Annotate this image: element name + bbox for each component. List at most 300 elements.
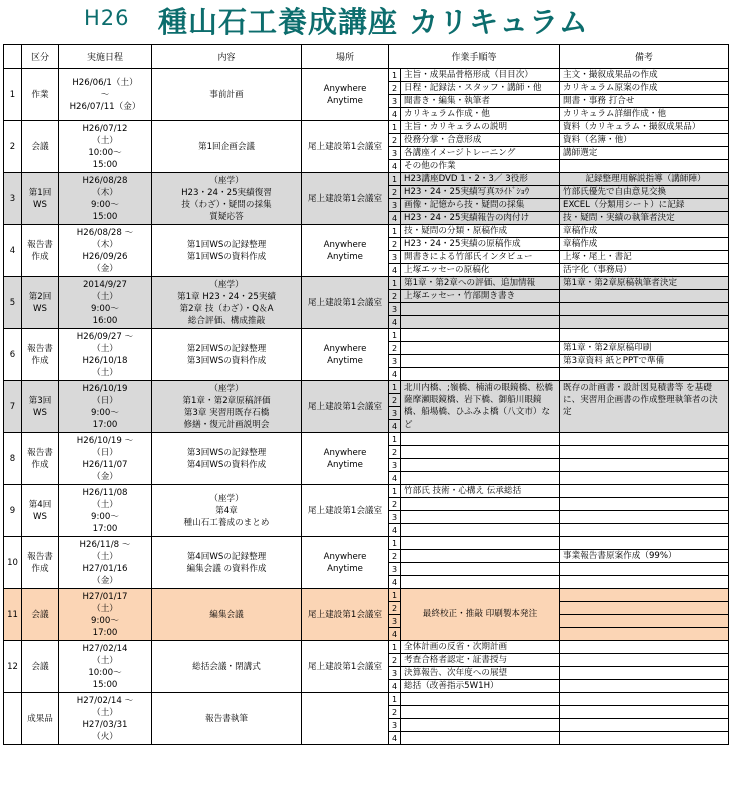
note-text: カリキュラム詳細作成・他 <box>560 108 729 121</box>
task-number: 1 <box>389 641 401 654</box>
row-number: 2 <box>4 121 22 173</box>
header-tasks: 作業手順等 <box>389 45 560 69</box>
cell-line: H26/07/11（金） <box>69 101 141 112</box>
note-text <box>560 628 729 641</box>
row-number: 11 <box>4 589 22 641</box>
task-text <box>401 433 560 446</box>
place-cell <box>302 381 389 433</box>
row-number: 3 <box>4 173 22 225</box>
cell-line: （金） <box>92 263 118 274</box>
table-row <box>4 69 729 82</box>
task-number: 3 <box>389 719 401 732</box>
task-text <box>401 303 560 316</box>
place-cell <box>302 121 389 173</box>
task-text: 考査合格者認定・証書授与 <box>401 654 560 667</box>
task-text: 開書きによる竹部氏インタビュー <box>401 251 560 264</box>
dates-cell <box>59 121 152 173</box>
table-row <box>4 329 729 342</box>
kubun-cell <box>22 589 59 641</box>
task-number: 4 <box>389 472 401 485</box>
cell-line: 会議 <box>31 661 49 672</box>
cell-line: 尾上建設第1会議室 <box>307 609 383 620</box>
cell-line: 17:00 <box>92 523 118 534</box>
note-text: 記録整理用解説指導（講師陣） <box>560 173 729 186</box>
cell-line: 2014/9/27 <box>82 279 128 290</box>
table-row <box>4 537 729 550</box>
task-number: 1 <box>389 693 401 706</box>
task-text: 竹部氏 技術・心構え 伝承総括 <box>401 485 560 498</box>
table-row <box>4 485 729 498</box>
cell-line: Anywhere <box>323 239 367 250</box>
task-number: 3 <box>389 563 401 576</box>
dates-cell <box>59 381 152 433</box>
cell-line: 報告書 <box>27 343 53 354</box>
row-number: 10 <box>4 537 22 589</box>
note-text <box>560 732 729 745</box>
place-cell <box>302 329 389 381</box>
task-number: 2 <box>389 342 401 355</box>
cell-line: Anywhere <box>323 447 367 458</box>
task-number: 2 <box>389 290 401 303</box>
task-text: 上塚エッセー・竹部開き書き <box>401 290 560 303</box>
note-text <box>560 563 729 576</box>
cell-line: 編集会議 <box>209 609 244 620</box>
task-text: 総括（改善指示5W1H） <box>401 680 560 693</box>
cell-line: （木） <box>92 187 118 198</box>
row-number: 6 <box>4 329 22 381</box>
cell-line: 第1回WSの記録整理 <box>186 239 267 250</box>
note-text: EXCEL（分類用シート）に記録 <box>560 199 729 212</box>
task-number: 1 <box>389 589 401 602</box>
cell-line: （土） <box>92 551 118 562</box>
kubun-cell <box>22 433 59 485</box>
task-number: 3 <box>389 147 401 160</box>
task-number: 1 <box>389 225 401 238</box>
note-text <box>560 693 729 706</box>
task-number: 1 <box>389 121 401 134</box>
note-text <box>560 446 729 459</box>
header-notes: 備考 <box>560 45 729 69</box>
task-text: 画像・記憶から技・疑問の採集 <box>401 199 560 212</box>
cell-line: 尾上建設第1会議室 <box>307 661 383 672</box>
task-text: カリキュラム作成・他 <box>401 108 560 121</box>
cell-line: 9:00～ <box>91 199 119 210</box>
dates-cell <box>59 433 152 485</box>
task-text <box>401 329 560 342</box>
note-text: 第1章・第2章原稿執筆者決定 <box>560 277 729 290</box>
cell-line: 17:00 <box>92 627 118 638</box>
task-text: 主旨・カリキュラムの説明 <box>401 121 560 134</box>
kubun-cell <box>22 693 59 745</box>
kubun-cell <box>22 329 59 381</box>
task-number: 3 <box>389 615 401 628</box>
title-year: H26 <box>84 6 130 30</box>
cell-line: 第4回WSの資料作成 <box>186 459 267 470</box>
task-number: 4 <box>389 524 401 537</box>
note-text <box>560 303 729 316</box>
content-cell <box>152 69 302 121</box>
note-text: 事業報告書原案作成（99%） <box>560 550 729 563</box>
note-text <box>560 329 729 342</box>
cell-line: 編集会議 の資料作成 <box>186 563 267 574</box>
cell-line: （金） <box>92 471 118 482</box>
task-text: 上塚エッセーの原稿化 <box>401 264 560 277</box>
task-number: 2 <box>389 238 401 251</box>
cell-line: （日） <box>92 447 118 458</box>
kubun-cell <box>22 69 59 121</box>
kubun-cell <box>22 641 59 693</box>
task-text <box>401 693 560 706</box>
task-number: 1 <box>389 173 401 186</box>
cell-line: 第1章・第2章原稿評価 <box>182 395 271 406</box>
cell-line: H27/02/14 ～ <box>76 695 134 706</box>
cell-line: 質疑応答 <box>209 211 244 222</box>
content-cell <box>152 433 302 485</box>
task-number: 1 <box>389 329 401 342</box>
kubun-cell <box>22 537 59 589</box>
task-number: 4 <box>389 264 401 277</box>
task-text: 主旨・成果品骨格形成（目目次） <box>401 69 560 82</box>
header-no <box>4 45 22 69</box>
cell-line: H27/01/17 <box>82 591 128 602</box>
cell-line: 会議 <box>31 141 49 152</box>
cell-line: WS <box>33 511 47 522</box>
cell-line: H26/11/07 <box>82 459 128 470</box>
cell-line: 第1章 H23・24・25実績 <box>176 291 277 302</box>
note-text: 上塚・尾上・書記 <box>560 251 729 264</box>
dates-cell <box>59 329 152 381</box>
task-number: 3 <box>389 407 401 420</box>
task-text <box>401 368 560 381</box>
note-text <box>560 498 729 511</box>
note-text <box>560 511 729 524</box>
note-text <box>560 433 729 446</box>
task-text <box>401 472 560 485</box>
task-text <box>401 563 560 576</box>
place-cell <box>302 589 389 641</box>
cell-line: 会議 <box>31 609 49 620</box>
cell-line: H26/10/19 <box>82 383 128 394</box>
cell-line: 成果品 <box>27 713 53 724</box>
task-text <box>401 719 560 732</box>
task-text <box>401 498 560 511</box>
cell-line: Anytime <box>327 563 363 574</box>
place-cell <box>302 693 389 745</box>
note-text: 第3章資料 紙とPPTで準備 <box>560 355 729 368</box>
place-cell <box>302 485 389 537</box>
note-text <box>560 680 729 693</box>
task-number: 2 <box>389 82 401 95</box>
place-cell <box>302 173 389 225</box>
task-number: 4 <box>389 212 401 225</box>
task-number: 4 <box>389 576 401 589</box>
task-number: 1 <box>389 277 401 290</box>
task-number: 4 <box>389 680 401 693</box>
cell-line: 第2章 技（わざ）・Q＆A <box>179 303 274 314</box>
cell-line: H26/09/27 ～ <box>76 331 134 342</box>
cell-line: 作業 <box>31 89 49 100</box>
task-text: 第1章・第2章への評価、追加情報 <box>401 277 560 290</box>
note-text: 資料（カリキュラム・撮叙成果品） <box>560 121 729 134</box>
content-cell <box>152 329 302 381</box>
cell-line: 第3回WSの資料作成 <box>186 355 267 366</box>
cell-line: 17:00 <box>92 419 118 430</box>
note-text <box>560 160 729 173</box>
task-number: 3 <box>389 251 401 264</box>
cell-line: H26/08/28 ～ <box>76 227 134 238</box>
cell-line: 第4回 <box>28 499 52 510</box>
task-text <box>401 342 560 355</box>
task-text: 日程・記録法・スタッフ・講師・他 <box>401 82 560 95</box>
dates-cell <box>59 485 152 537</box>
table-row <box>4 589 729 602</box>
task-number: 2 <box>389 446 401 459</box>
cell-line: 作成 <box>31 251 49 262</box>
note-text <box>560 537 729 550</box>
content-cell <box>152 485 302 537</box>
task-number: 2 <box>389 498 401 511</box>
note-text <box>560 667 729 680</box>
cell-line: （火） <box>92 731 118 742</box>
cell-line: （金） <box>92 575 118 586</box>
task-text <box>401 732 560 745</box>
header-row <box>4 45 729 69</box>
task-text: H23・24・25実績の原稿作成 <box>401 238 560 251</box>
cell-line: 報告書 <box>27 239 53 250</box>
content-cell <box>152 589 302 641</box>
task-text: 北川内橋、;嶺橋、楠浦の眼鏡橋、松橋薩摩瀬眼鏡橋、岩下橋、御船川眼鏡橋、船場橋、ひふみよ橋（八文市）など <box>404 383 553 430</box>
cell-line: WS <box>33 407 47 418</box>
task-text <box>401 511 560 524</box>
dates-cell <box>59 589 152 641</box>
note-text: 技・疑問・実績の執筆者決定 <box>560 212 729 225</box>
cell-line: H27/01/16 <box>82 563 128 574</box>
cell-line: 尾上建設第1会議室 <box>307 297 383 308</box>
kubun-cell <box>22 381 59 433</box>
row-number: 5 <box>4 277 22 329</box>
cell-line: 第1回企画会議 <box>197 141 256 152</box>
task-number: 4 <box>389 160 401 173</box>
task-number: 3 <box>389 199 401 212</box>
task-text: 各講座イメージトレーニング <box>401 147 560 160</box>
note-text <box>560 316 729 329</box>
cell-line: H26/11/8 ～ <box>79 539 131 550</box>
task-text: 聞書き・編集・執筆者 <box>401 95 560 108</box>
cell-line: 10:00～ <box>88 667 122 678</box>
header-content: 内容 <box>152 45 302 69</box>
content-cell <box>152 277 302 329</box>
task-number: 3 <box>389 667 401 680</box>
cell-line: H26/06/1（土） <box>72 77 138 88</box>
cell-line: 第3章 実習用既存石橋 <box>183 407 270 418</box>
task-text <box>401 537 560 550</box>
kubun-cell <box>22 225 59 277</box>
cell-line: （土） <box>92 135 118 146</box>
content-cell <box>152 537 302 589</box>
table-row <box>4 277 729 290</box>
table-row <box>4 381 729 394</box>
table-row <box>4 641 729 654</box>
place-cell <box>302 225 389 277</box>
note-text <box>560 472 729 485</box>
note-text <box>560 485 729 498</box>
table-row <box>4 121 729 134</box>
cell-line: H27/03/31 <box>82 719 128 730</box>
content-cell <box>152 381 302 433</box>
cell-line: 第3回WSの記録整理 <box>186 447 267 458</box>
cell-line: 10:00～ <box>88 147 122 158</box>
cell-line: H26/08/28 <box>82 175 128 186</box>
cell-line: 15:00 <box>92 679 118 690</box>
cell-line: （土） <box>92 499 118 510</box>
note-text: カリキュラム原案の作成 <box>560 82 729 95</box>
dates-cell <box>59 641 152 693</box>
header-place: 場所 <box>302 45 389 69</box>
cell-line: Anytime <box>327 95 363 106</box>
task-number: 2 <box>389 134 401 147</box>
cell-line: （土） <box>92 707 118 718</box>
table-row <box>4 173 729 186</box>
note-text: 第1章・第2章原稿印刷 <box>560 342 729 355</box>
table-row <box>4 225 729 238</box>
task-text <box>401 355 560 368</box>
note-text <box>560 589 729 602</box>
cell-line: （座学） <box>209 175 244 186</box>
cell-line: 総括会議・閉講式 <box>192 661 261 672</box>
task-text: 最終校正・推敲 印刷製本発注 <box>422 609 538 619</box>
task-text: H23・24・25実績写真ｽﾗｲﾄﾞｼｮｳ <box>401 186 560 199</box>
cell-line: H26/10/18 <box>82 355 128 366</box>
row-number: 4 <box>4 225 22 277</box>
note-text <box>560 576 729 589</box>
dates-cell <box>59 225 152 277</box>
dates-cell <box>59 69 152 121</box>
cell-line: 9:00～ <box>91 615 119 626</box>
cell-line: Anywhere <box>323 83 367 94</box>
cell-line: 第4回WSの記録整理 <box>186 551 267 562</box>
cell-line: 9:00～ <box>91 407 119 418</box>
cell-line: 作成 <box>31 563 49 574</box>
task-number: 3 <box>389 95 401 108</box>
cell-line: 報告書 <box>27 551 53 562</box>
cell-line: 9:00～ <box>91 303 119 314</box>
note-text <box>560 368 729 381</box>
task-number: 3 <box>389 511 401 524</box>
task-text: 役務分掌・合意形成 <box>401 134 560 147</box>
cell-line: 第2回WSの記録整理 <box>186 343 267 354</box>
cell-line: 16:00 <box>92 315 118 326</box>
cell-line: ～ <box>100 89 110 100</box>
cell-line: H27/02/14 <box>82 643 128 654</box>
cell-line: 第4章 <box>215 505 238 516</box>
header-dates: 実施日程 <box>59 45 152 69</box>
note-text: 主文・撮叙成果品の作成 <box>560 69 729 82</box>
page-title: 種山石工養成講座 カリキュラム <box>158 5 589 39</box>
content-cell <box>152 693 302 745</box>
content-cell <box>152 121 302 173</box>
task-number: 3 <box>389 459 401 472</box>
dates-cell <box>59 173 152 225</box>
place-cell <box>302 69 389 121</box>
task-number: 2 <box>389 602 401 615</box>
cell-line: 事前計画 <box>209 89 244 100</box>
note-text: 開書・事務 打合せ <box>560 95 729 108</box>
task-text: その他の作業 <box>401 160 560 173</box>
task-text: 決算報告、次年度への展望 <box>401 667 560 680</box>
note-text <box>560 602 729 615</box>
task-number: 4 <box>389 368 401 381</box>
cell-line: 尾上建設第1会議室 <box>307 141 383 152</box>
task-number: 3 <box>389 355 401 368</box>
note-text: 既存の計画書・設計図見積書等 を基礎に、実習用企画書の作成整理執筆者の決定 <box>563 383 718 418</box>
task-number: 1 <box>389 537 401 550</box>
place-cell <box>302 537 389 589</box>
cell-line: （木） <box>92 239 118 250</box>
cell-line: 作成 <box>31 355 49 366</box>
row-number: 1 <box>4 69 22 121</box>
cell-line: 尾上建設第1会議室 <box>307 505 383 516</box>
task-text <box>401 524 560 537</box>
cell-line: H23・24・25実績復習 <box>181 187 272 198</box>
task-number: 1 <box>389 381 401 394</box>
row-number: 8 <box>4 433 22 485</box>
cell-line: 作成 <box>31 459 49 470</box>
cell-line: H26/11/08 <box>82 487 128 498</box>
content-cell <box>152 225 302 277</box>
cell-line: （座学） <box>209 279 244 290</box>
task-number: 4 <box>389 316 401 329</box>
header-kubun: 区分 <box>22 45 59 69</box>
row-number: 7 <box>4 381 22 433</box>
cell-line: （土） <box>92 343 118 354</box>
task-text: 技・疑問の分類・原稿作成 <box>401 225 560 238</box>
row-number <box>4 693 22 745</box>
cell-line: Anywhere <box>323 343 367 354</box>
cell-line: 総合評価、構成推敲 <box>187 315 266 326</box>
dates-cell <box>59 277 152 329</box>
kubun-cell <box>22 121 59 173</box>
task-number: 2 <box>389 394 401 407</box>
cell-line: WS <box>33 199 47 210</box>
note-text <box>560 706 729 719</box>
place-cell <box>302 277 389 329</box>
note-text-block <box>560 381 729 433</box>
cell-line: 15:00 <box>92 159 118 170</box>
cell-line: H26/09/26 <box>82 251 128 262</box>
task-number: 4 <box>389 732 401 745</box>
cell-line: 第2回 <box>28 291 52 302</box>
note-text <box>560 290 729 303</box>
cell-line: 9:00～ <box>91 511 119 522</box>
row-number: 12 <box>4 641 22 693</box>
note-text <box>560 654 729 667</box>
task-text <box>401 706 560 719</box>
cell-line: （座学） <box>209 493 244 504</box>
task-number: 2 <box>389 186 401 199</box>
place-cell <box>302 433 389 485</box>
content-cell <box>152 173 302 225</box>
cell-line: （土） <box>92 367 118 378</box>
task-text: 全体計画の反省・次期計画 <box>401 641 560 654</box>
table-row <box>4 693 729 706</box>
content-cell <box>152 641 302 693</box>
row-number: 9 <box>4 485 22 537</box>
cell-line: 修繕・復元計画説明会 <box>183 419 270 430</box>
note-text: 活字化（事務局） <box>560 264 729 277</box>
task-text-block <box>401 381 560 433</box>
kubun-cell <box>22 485 59 537</box>
note-text <box>560 641 729 654</box>
